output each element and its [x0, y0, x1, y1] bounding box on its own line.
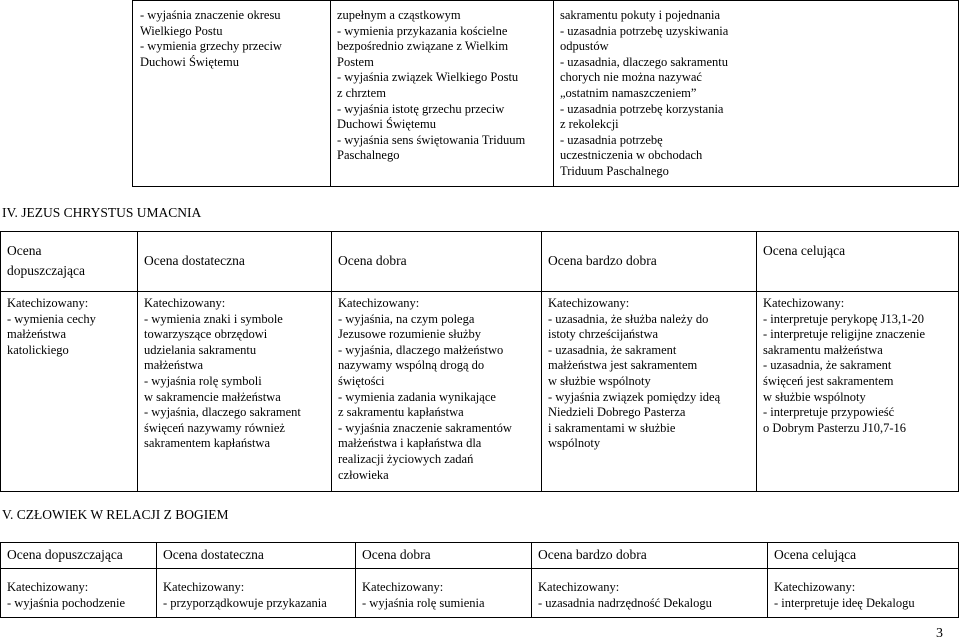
top-cell-line: - wymienia przykazania kościelne	[337, 23, 508, 38]
s4-cell-line: o Dobrym Pasterzu J10,7-16	[763, 420, 907, 435]
s5-header-line: Ocena dopuszczająca	[7, 547, 123, 562]
s4-cell-3	[338, 296, 512, 483]
top-cell-line: Postem	[337, 54, 374, 69]
s4-cell-line: w służbie wspólnoty	[763, 389, 866, 404]
s5-cell-4	[538, 580, 712, 611]
s4-cell-4	[548, 296, 720, 452]
top-cell-3	[560, 8, 728, 180]
s5-cell-3	[362, 580, 485, 611]
top-cell-line: - uzasadnia potrzebę korzystania	[560, 101, 724, 116]
s4-cell-line: małżeństwa jest sakramentem	[548, 358, 698, 373]
s4-cell-line: - interpretuje religijne znaczenie	[763, 327, 926, 342]
s4-cell-line: Katechizowany:	[144, 296, 226, 310]
top-cell-line: sakramentu pokuty i pojednania	[560, 8, 721, 22]
top-cell-line: zupełnym a cząstkowym	[337, 8, 461, 22]
s4-cell-line: z sakramentu kapłaństwa	[338, 405, 464, 420]
s5-header-line: Ocena dobra	[362, 547, 431, 562]
top-cell-line: uczestniczenia w obchodach	[560, 148, 703, 163]
s5-cell-line: - interpretuje ideę Dekalogu	[774, 595, 915, 610]
s4-cell-line: - wyjaśnia związek pomiędzy ideą	[548, 389, 721, 404]
top-cell-line: Triduum Paschalnego	[560, 163, 669, 178]
s5-header-line: Ocena celująca	[774, 547, 857, 562]
s4-header-2	[144, 251, 245, 271]
s5-header-5	[774, 545, 856, 565]
s4-cell-line: małżeństwa i kapłaństwa dla	[338, 436, 482, 451]
s5-cell-line: Katechizowany:	[538, 580, 620, 594]
page-number: 3	[936, 626, 943, 641]
s4-cell-line: - interpretuje perykopę J13,1-20	[763, 311, 925, 326]
s4-cell-line: Katechizowany:	[7, 296, 89, 310]
s4-cell-line: - uzasadnia, że sakrament	[763, 358, 892, 373]
s4-cell-line: Niedzieli Dobrego Pasterza	[548, 405, 686, 420]
top-cell-line: Wielkiego Postu	[140, 23, 223, 38]
s4-cell-line: udzielania sakramentu	[144, 342, 257, 357]
s4-cell-line: - interpretuje przypowieść	[763, 405, 895, 420]
s5-cell-line: - uzasadnia nadrzędność Dekalogu	[538, 595, 712, 610]
top-cell-line: Paschalnego	[337, 148, 400, 163]
s5-cell-line: - wyjaśnia pochodzenie	[7, 595, 126, 610]
s4-cell-line: człowieka	[338, 467, 389, 482]
top-cell-line: „ostatnim namaszczeniem”	[560, 85, 697, 100]
section-4-title: IV. JEZUS CHRYSTUS UMACNIA	[2, 205, 202, 220]
s4-cell-5	[763, 296, 925, 436]
s4-cell-line: sakramentu małżeństwa	[763, 342, 883, 357]
top-cell-line: odpustów	[560, 39, 609, 54]
s4-cell-line: sakramentem kapłaństwa	[144, 436, 270, 451]
s4-cell-line: - wyjaśnia, na czym polega	[338, 311, 475, 326]
top-cell-1	[140, 8, 282, 70]
top-cell-line: - wyjaśnia znaczenie okresu	[140, 8, 281, 22]
s5-cell-5	[774, 580, 915, 611]
top-cell-line: bezpośrednio związane z Wielkim	[337, 39, 509, 54]
s4-cell-line: towarzyszące obrzędowi	[144, 327, 268, 342]
s4-cell-line: Jezusowe rozumienie służby	[338, 327, 482, 342]
s4-cell-2	[144, 296, 301, 452]
s4-cell-line: - wymienia cechy	[7, 311, 96, 326]
top-cell-line: - uzasadnia, dlaczego sakramentu	[560, 54, 728, 69]
top-cell-line: - wyjaśnia sens świętowania Triduum	[337, 132, 526, 147]
s4-cell-line: - wyjaśnia, dlaczego sakrament	[144, 405, 301, 420]
s4-header-line: Ocena dobra	[338, 253, 407, 268]
top-cell-line: - wyjaśnia istotę grzechu przeciw	[337, 101, 505, 116]
s5-cell-line: Katechizowany:	[362, 580, 444, 594]
s5-header-3	[362, 545, 431, 565]
s4-cell-line: - wyjaśnia znaczenie sakramentów	[338, 420, 512, 435]
s4-cell-line: Katechizowany:	[763, 296, 845, 310]
s4-cell-line: realizacji życiowych zadań	[338, 451, 474, 466]
s4-cell-line: istoty chrześcijaństwa	[548, 327, 659, 342]
s4-header-line: dopuszczająca	[7, 263, 85, 278]
section-5-title: V. CZŁOWIEK W RELACJI Z BOGIEM	[2, 507, 229, 522]
top-cell-line: - wyjaśnia związek Wielkiego Postu	[337, 70, 519, 85]
s4-header-3	[338, 251, 407, 271]
s4-cell-line: w służbie wspólnoty	[548, 373, 651, 388]
s5-cell-line: - wyjaśnia rolę sumienia	[362, 595, 485, 610]
s5-cell-line: Katechizowany:	[7, 580, 89, 594]
s4-cell-line: - wymienia zadania wynikające	[338, 389, 496, 404]
top-cell-line: z rekolekcji	[560, 117, 619, 132]
s4-cell-line: wspólnoty	[548, 436, 601, 451]
s4-header-5	[763, 241, 845, 261]
top-cell-line: chorych nie można nazywać	[560, 70, 702, 85]
s4-header-line: Ocena	[7, 243, 42, 258]
s5-header-line: Ocena bardzo dobra	[538, 547, 647, 562]
s4-cell-line: małżeństwa	[7, 327, 67, 342]
s4-cell-line: Katechizowany:	[548, 296, 630, 310]
s4-cell-line: - wyjaśnia, dlaczego małżeństwo	[338, 342, 504, 357]
top-cell-line: Duchowi Świętemu	[140, 54, 239, 69]
s5-header-2	[163, 545, 264, 565]
top-cell-line: Duchowi Świętemu	[337, 117, 436, 132]
s4-cell-line: święceń jest sakramentem	[763, 373, 894, 388]
s5-cell-line: Katechizowany:	[163, 580, 245, 594]
s4-cell-line: nazywamy wspólną drogą do	[338, 358, 485, 373]
s5-cell-1	[7, 580, 125, 611]
s4-header-line: Ocena dostateczna	[144, 253, 245, 268]
s4-cell-line: - wyjaśnia rolę symboli	[144, 373, 262, 388]
s5-cell-2	[163, 580, 327, 611]
s4-header-line: Ocena bardzo dobra	[548, 253, 657, 268]
s4-cell-line: święceń nazywamy również	[144, 420, 285, 435]
s5-header-line: Ocena dostateczna	[163, 547, 264, 562]
s5-header-4	[538, 545, 647, 565]
s4-cell-line: i sakramentami w służbie	[548, 420, 676, 435]
top-cell-line: - uzasadnia potrzebę uzyskiwania	[560, 23, 729, 38]
s5-header-1	[7, 545, 123, 565]
s5-cell-line: Katechizowany:	[774, 580, 856, 594]
top-cell-line: - uzasadnia potrzebę	[560, 132, 663, 147]
s4-cell-line: katolickiego	[7, 342, 69, 357]
s4-header-4	[548, 251, 657, 271]
s4-cell-line: - uzasadnia, że sakrament	[548, 342, 677, 357]
s5-cell-line: - przyporządkowuje przykazania	[163, 595, 327, 610]
s4-cell-1	[7, 296, 96, 358]
top-cell-2	[337, 8, 525, 164]
s4-cell-line: świętości	[338, 373, 385, 388]
s4-header-1	[7, 241, 85, 281]
top-cell-line: z chrztem	[337, 85, 386, 100]
s4-cell-line: - wymienia znaki i symbole	[144, 311, 283, 326]
s4-cell-line: w sakramencie małżeństwa	[144, 389, 281, 404]
top-cell-line: - wymienia grzechy przeciw	[140, 39, 282, 54]
s4-cell-line: - uzasadnia, że służba należy do	[548, 311, 709, 326]
s4-header-line: Ocena celująca	[763, 243, 846, 258]
s4-cell-line: Katechizowany:	[338, 296, 420, 310]
s4-cell-line: małżeństwa	[144, 358, 204, 373]
